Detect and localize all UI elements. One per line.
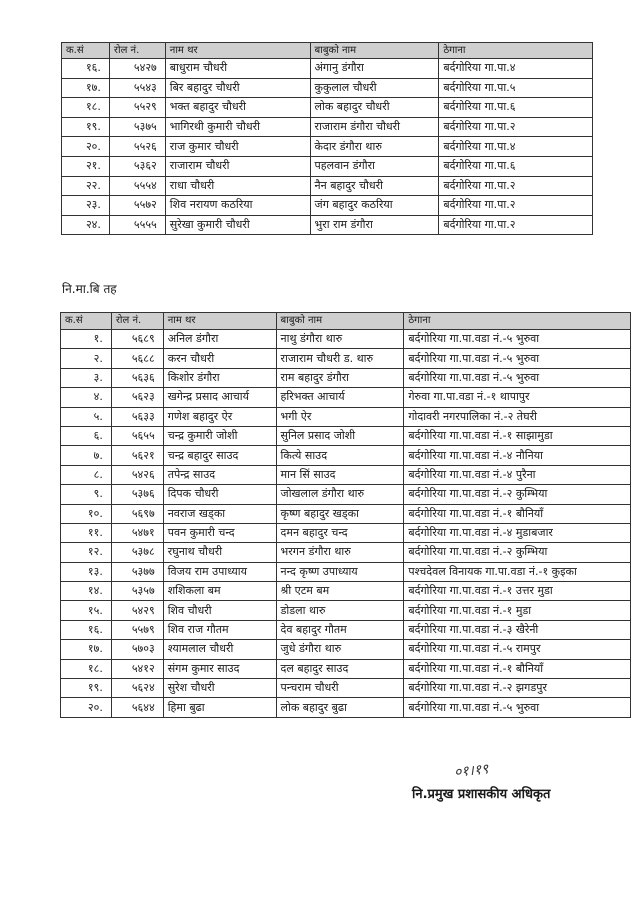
cell-roll: ५६९७ [111, 504, 163, 523]
cell-roll: ५४१२ [111, 659, 163, 678]
header-roll: रोल नं. [109, 43, 165, 59]
table-row [61, 426, 631, 445]
cell-serial: १५. [61, 601, 112, 620]
cell-address: बर्दगोरिया गा.पा.वडा नं.-२ कुम्भिया [404, 543, 631, 562]
cell-address: बर्दगोरिया गा.पा.वडा नं.-५ रामपुर [404, 640, 631, 659]
cell-name: गणेश बहादुर ऐर [163, 407, 276, 426]
cell-address: बर्दगोरिया गा.पा.वडा नं.-५ भुरुवा [404, 349, 631, 368]
cell-roll: ५३७८ [111, 543, 163, 562]
cell-serial: ४. [61, 388, 112, 407]
header-roll: रोल नं. [111, 313, 163, 330]
cell-father-name: भगी ऐर [276, 407, 404, 426]
cell-roll: ५६४४ [111, 698, 163, 717]
cell-roll: ५३७६ [111, 485, 163, 504]
table-row [61, 504, 631, 523]
cell-serial: २२. [62, 176, 110, 196]
table-row [62, 59, 593, 79]
cell-address: बर्दगोरिया गा.पा.४ [439, 137, 593, 157]
cell-roll: ५६३३ [111, 407, 163, 426]
cell-roll: ५७०३ [111, 640, 163, 659]
cell-serial: १३. [61, 562, 112, 581]
cell-name: अनिल डंगौरा [163, 330, 276, 349]
cell-address: बर्दगोरिया गा.पा.वडा नं.-१ बौनियाँ [404, 504, 631, 523]
table-row [62, 215, 593, 235]
table-row [62, 98, 593, 118]
cell-roll: ५५५४ [109, 176, 165, 196]
cell-serial: १४. [61, 582, 112, 601]
cell-name: संगम कुमार साउद [163, 659, 276, 678]
cell-father-name: नन्द कृष्ण उपाध्याय [276, 562, 404, 581]
cell-name: करन चौधरी [163, 349, 276, 368]
header-address: ठेगाना [404, 313, 631, 330]
cell-roll: ५६२१ [111, 446, 163, 465]
cell-father-name: राम बहादुर डंगौरा [276, 368, 404, 387]
cell-father-name: लोक बहादुर बुढा [276, 698, 404, 717]
header-father-name: बाबुको नाम [276, 313, 404, 330]
header-name: नाम थर [163, 313, 276, 330]
cell-address: बर्दगोरिया गा.पा.वडा नं.-१ साझामुडा [404, 426, 631, 445]
table-row [61, 523, 631, 542]
cell-name: खगेन्द्र प्रसाद आचार्य [163, 388, 276, 407]
cell-address: बर्दगोरिया गा.पा.वडा नं.-२ कुम्भिया [404, 485, 631, 504]
table-row [61, 368, 631, 387]
cell-name: रघुनाथ चौधरी [163, 543, 276, 562]
cell-name: सुरेखा कुमारी चौधरी [165, 215, 310, 235]
cell-roll: ५६८८ [111, 349, 163, 368]
cell-name: दिपक चौधरी [163, 485, 276, 504]
table-row [62, 117, 593, 137]
cell-father-name: पहलवान डंगौरा [310, 156, 439, 176]
cell-father-name: जुधे डंगौरा थारु [276, 640, 404, 659]
cell-serial: ७. [61, 446, 112, 465]
cell-name: सुरेश चौधरी [163, 679, 276, 698]
cell-name: बिर बहादुर चौधरी [165, 78, 310, 98]
cell-serial: १६. [61, 620, 112, 639]
table-row [61, 388, 631, 407]
cell-roll: ५५५५ [109, 215, 165, 235]
cell-name: राजाराम चौधरी [165, 156, 310, 176]
cell-roll: ५३७७ [111, 562, 163, 581]
cell-roll: ५३७५ [109, 117, 165, 137]
cell-name: शिव नरायण कठरिया [165, 196, 310, 216]
cell-serial: ११. [61, 523, 112, 542]
table-row [61, 640, 631, 659]
cell-father-name: दमन बहादुर चन्द [276, 523, 404, 542]
table-row [61, 562, 631, 581]
cell-father-name: कुकुलाल चौधरी [310, 78, 439, 98]
cell-address: बर्दगोरिया गा.पा.वडा नं.-२ झगडपुर [404, 679, 631, 698]
cell-father-name: कित्ये साउद [276, 446, 404, 465]
cell-serial: २. [61, 349, 112, 368]
header-father-name: बाबुको नाम [310, 43, 439, 59]
table-row [62, 78, 593, 98]
cell-father-name: अंगानु डंगौरा [310, 59, 439, 79]
cell-father-name: लोक बहादुर चौधरी [310, 98, 439, 118]
table-row [61, 465, 631, 484]
cell-name: भागिरथी कुमारी चौधरी [165, 117, 310, 137]
cell-serial: १२. [61, 543, 112, 562]
cell-father-name: भरगन डंगौरा थारु [276, 543, 404, 562]
cell-roll: ५५७२ [109, 196, 165, 216]
cell-roll: ५५२६ [109, 137, 165, 157]
cell-serial: २३. [62, 196, 110, 216]
cell-serial: १६. [62, 59, 110, 79]
cell-address: बर्दगोरिया गा.पा.वडा नं.-५ भुरुवा [404, 368, 631, 387]
cell-address: बर्दगोरिया गा.पा.६ [439, 156, 593, 176]
cell-father-name: राजाराम डंगौरा चौधरी [310, 117, 439, 137]
cell-serial: १९. [61, 679, 112, 698]
cell-address: बर्दगोरिया गा.पा.वडा नं.-३ खैरेनी [404, 620, 631, 639]
cell-name: राधा चौधरी [165, 176, 310, 196]
table-row [61, 698, 631, 717]
table-row [62, 176, 593, 196]
cell-serial: ३. [61, 368, 112, 387]
cell-name: चन्द्र कुमारी जोशी [163, 426, 276, 445]
cell-address: बर्दगोरिया गा.पा.वडा नं.-५ भुरुवा [404, 330, 631, 349]
cell-serial: १८. [62, 98, 110, 118]
table-row [61, 485, 631, 504]
cell-father-name: केदार डंगौरा थारु [310, 137, 439, 157]
table-row [61, 330, 631, 349]
cell-father-name: डोडला थारु [276, 601, 404, 620]
cell-roll: ५५७९ [111, 620, 163, 639]
table-row [61, 349, 631, 368]
cell-father-name: जोखलाल डंगौरा थारु [276, 485, 404, 504]
section-title: नि.मा.बि तह [62, 282, 117, 296]
table-row [61, 659, 631, 678]
cell-father-name: कृष्ण बहादुर खड्का [276, 504, 404, 523]
cell-serial: १. [61, 330, 112, 349]
officer-title: नि.प्रमुख प्रशासकीय अधिकृत [412, 787, 551, 802]
cell-name: राज कुमार चौधरी [165, 137, 310, 157]
cell-roll: ५६२३ [111, 388, 163, 407]
cell-name: शिव राज गौतम [163, 620, 276, 639]
cell-roll: ५६५५ [111, 426, 163, 445]
cell-address: बर्दगोरिया गा.पा.२ [439, 215, 593, 235]
table-row [61, 679, 631, 698]
cell-name: नवराज खड्का [163, 504, 276, 523]
cell-address: बर्दगोरिया गा.पा.२ [439, 196, 593, 216]
header-name: नाम थर [165, 43, 310, 59]
cell-address: बर्दगोरिया गा.पा.वडा नं.-१ मुडा [404, 601, 631, 620]
cell-father-name: जंग बहादुर कठरिया [310, 196, 439, 216]
cell-address: बर्दगोरिया गा.पा.वडा नं.-१ उत्तर मुडा [404, 582, 631, 601]
cell-serial: २०. [62, 137, 110, 157]
cell-address: बर्दगोरिया गा.पा.४ [439, 59, 593, 79]
cell-serial: ८. [61, 465, 112, 484]
cell-father-name: श्री एटम बम [276, 582, 404, 601]
cell-roll: ५५४३ [109, 78, 165, 98]
cell-father-name: हरिभक्त आचार्य [276, 388, 404, 407]
cell-roll: ५३५७ [111, 582, 163, 601]
candidate-table-2 [60, 312, 631, 718]
cell-address: बर्दगोरिया गा.पा.६ [439, 98, 593, 118]
cell-father-name: मान सिं साउद [276, 465, 404, 484]
table-row [61, 620, 631, 639]
cell-name: विजय राम उपाध्याय [163, 562, 276, 581]
table-row [61, 446, 631, 465]
cell-address: बर्दगोरिया गा.पा.वडा नं.-१ बौनियाँ [404, 659, 631, 678]
table-row [62, 156, 593, 176]
cell-serial: १८. [61, 659, 112, 678]
cell-address: बर्दगोरिया गा.पा.वडा नं.-४ नौनिया [404, 446, 631, 465]
cell-serial: २०. [61, 698, 112, 717]
cell-father-name: सुनिल प्रसाद जोशी [276, 426, 404, 445]
cell-serial: २४. [62, 215, 110, 235]
cell-name: तपेन्द्र साउद [163, 465, 276, 484]
cell-name: भक्त बहादुर चौधरी [165, 98, 310, 118]
cell-father-name: देव बहादुर गौतम [276, 620, 404, 639]
cell-address: गोदावरी नगरपालिका नं.-२ तेघरी [404, 407, 631, 426]
cell-father-name: नैन बहादुर चौधरी [310, 176, 439, 196]
cell-name: शिव चौधरी [163, 601, 276, 620]
cell-address: बर्दगोरिया गा.पा.वडा नं.-४ मुडाबजार [404, 523, 631, 542]
table-row [61, 582, 631, 601]
cell-name: चन्द्र बहादुर साउद [163, 446, 276, 465]
header-address: ठेगाना [439, 43, 593, 59]
header-serial: क.सं [61, 313, 112, 330]
cell-roll: ५६८९ [111, 330, 163, 349]
table-row [62, 137, 593, 157]
cell-name: बाधुराम चौधरी [165, 59, 310, 79]
cell-serial: १७. [62, 78, 110, 98]
cell-serial: १७. [61, 640, 112, 659]
cell-name: श्यामलाल चौधरी [163, 640, 276, 659]
cell-roll: ५४७१ [111, 523, 163, 542]
table-row [61, 601, 631, 620]
cell-name: पवन कुमारी चन्द [163, 523, 276, 542]
cell-father-name: दल बहादुर साउद [276, 659, 404, 678]
cell-serial: ९. [61, 485, 112, 504]
cell-serial: १९. [62, 117, 110, 137]
cell-name: शशिकला बम [163, 582, 276, 601]
cell-roll: ५३६२ [109, 156, 165, 176]
cell-address: बर्दगोरिया गा.पा.वडा नं.-४ पुरैना [404, 465, 631, 484]
header-serial: क.सं [62, 43, 110, 59]
table-row [62, 196, 593, 216]
cell-address: बर्दगोरिया गा.पा.वडा नं.-५ भुरुवा [404, 698, 631, 717]
cell-name: किशोर डंगौरा [163, 368, 276, 387]
cell-address: बर्दगोरिया गा.पा.५ [439, 78, 593, 98]
table-row [61, 407, 631, 426]
cell-roll: ५४२६ [111, 465, 163, 484]
cell-roll: ५६३६ [111, 368, 163, 387]
signature-mark: ०१।१९ [453, 761, 490, 781]
cell-roll: ५४२९ [111, 601, 163, 620]
cell-father-name: राजाराम चौधरी ड. थारु [276, 349, 404, 368]
cell-address: गेरुवा गा.पा.वडा नं.-१ थापापुर [404, 388, 631, 407]
cell-serial: ५. [61, 407, 112, 426]
cell-serial: १०. [61, 504, 112, 523]
cell-roll: ५४२७ [109, 59, 165, 79]
cell-serial: ६. [61, 426, 112, 445]
cell-serial: २१. [62, 156, 110, 176]
cell-name: हिमा बुढा [163, 698, 276, 717]
cell-address: बर्दगोरिया गा.पा.२ [439, 117, 593, 137]
cell-father-name: पन्चराम चौधरी [276, 679, 404, 698]
cell-father-name: भुरा राम डंगौरा [310, 215, 439, 235]
cell-father-name: नाथु डंगौरा थारु [276, 330, 404, 349]
header-row [61, 313, 631, 330]
table-row [61, 543, 631, 562]
candidate-table-1 [61, 42, 593, 235]
cell-roll: ५५२९ [109, 98, 165, 118]
cell-address: बर्दगोरिया गा.पा.२ [439, 176, 593, 196]
cell-roll: ५६२४ [111, 679, 163, 698]
header-row [62, 43, 593, 59]
cell-address: पश्चदेवल विनायक गा.पा.वडा नं.-१ कुइका [404, 562, 631, 581]
